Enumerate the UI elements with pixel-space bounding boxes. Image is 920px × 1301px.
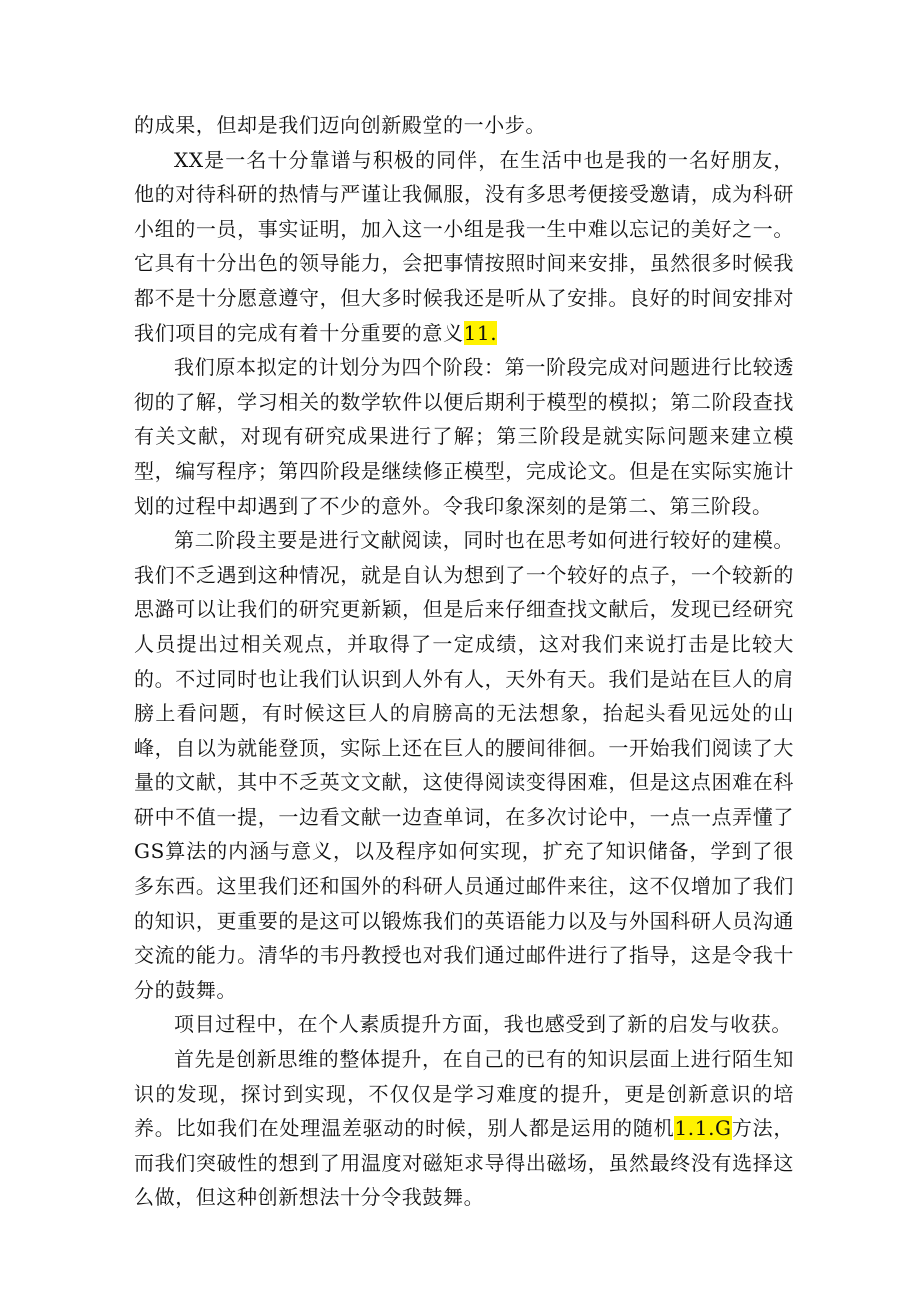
paragraph-text: 项目过程中，在个人素质提升方面，我也感受到了新的启发与收获。 <box>174 1012 792 1037</box>
paragraph-5 <box>134 1007 794 1042</box>
paragraph-text: 第二阶段主要是进行文献阅读，同时也在思考如何进行较好的建模。我们不乏遇到这种情况，就是自认为想到了一个较好的点子，一个较新的思潞可以让我们的研究更新颖，但是后来仔细查找文献后，发现已经研究人员提出过相关观点，并取得了一定成绩，这对我们来说打击是比较大的。不过同时也让我们认识到人外有人，天外有天。我们是站在巨人的肩膀上看问题，有时候这巨人的肩膀高的无法想象，抬起头看见远处的山峰，自以为就能登顶，实际上还在巨人的腰间徘徊。一开始我们阅读了大量的文献，其中不乏英文文献，这使得阅读变得困难，但是这点困难在科研中不值一提，一边看文献一边查单词，在多次讨论中，一点一点弄懂了GS算法的内涵与意义，以及程序如何实现，扩充了知识储备，学到了很多东西。这里我们还和国外的科研人员通过邮件来往，这不仅增加了我们的知识，更重要的是这可以锻炼我们的英语能力以及与外国科研人员沟通交流的能力。清华的韦丹教授也对我们通过邮件进行了指导，这是令我十分的鼓舞。 <box>134 528 794 1002</box>
highlighted-reference-mark: 1.1.G <box>674 1116 732 1141</box>
paragraph-text: 首先是创新思维的整体提升，在自己的已有的知识层面上进行陌生知识的发现，探讨到实现，不仅仅是学习难度的提升，更是创新意识的培养。比如我们在处理温差驱动的时候，别人都是运用的随机 <box>134 1047 794 1141</box>
paragraph-2 <box>134 143 794 351</box>
paragraph-text: 方法，而我们突破性的想到了用温度对磁矩求导得出磁场，虽然最终没有选择这么做，但这种创新想法十分令我鼓舞。 <box>134 1116 794 1210</box>
highlighted-reference-mark: 11. <box>463 320 498 345</box>
paragraph-1 <box>134 108 794 143</box>
paragraph-text: XX是一名十分靠谱与积极的同伴，在生活中也是我的一名好朋友，他的对待科研的热情与严谨让我佩服，没有多思考便接受邀请，成为科研小组的一员，事实证明，加入这一小组是我一生中难以忘记的美好之一。它具有十分出色的领导能力，会把事情按照时间来安排，虽然很多时候我都不是十分愿意遵守，但大多时候我还是听从了安排。良好的时间安排对我们项目的完成有着十分重要的意义 <box>134 147 794 345</box>
document-body <box>134 108 794 1215</box>
paragraph-3 <box>134 350 794 523</box>
paragraph-text: 我们原本拟定的计划分为四个阶段：第一阶段完成对问题进行比较透彻的了解，学习相关的数学软件以便后期利于模型的模拟；第二阶段查找有关文献，对现有研究成果进行了解；第三阶段是就实际问题来建立模型，编写程序；第四阶段是继续修正模型，完成论文。但是在实际实施计划的过程中却遇到了不少的意外。令我印象深刻的是第二、第三阶段。 <box>134 355 794 518</box>
paragraph-6 <box>134 1042 794 1215</box>
paragraph-text: 的成果，但却是我们迈向创新殿堂的一小步。 <box>134 113 546 137</box>
paragraph-4 <box>134 523 794 1007</box>
